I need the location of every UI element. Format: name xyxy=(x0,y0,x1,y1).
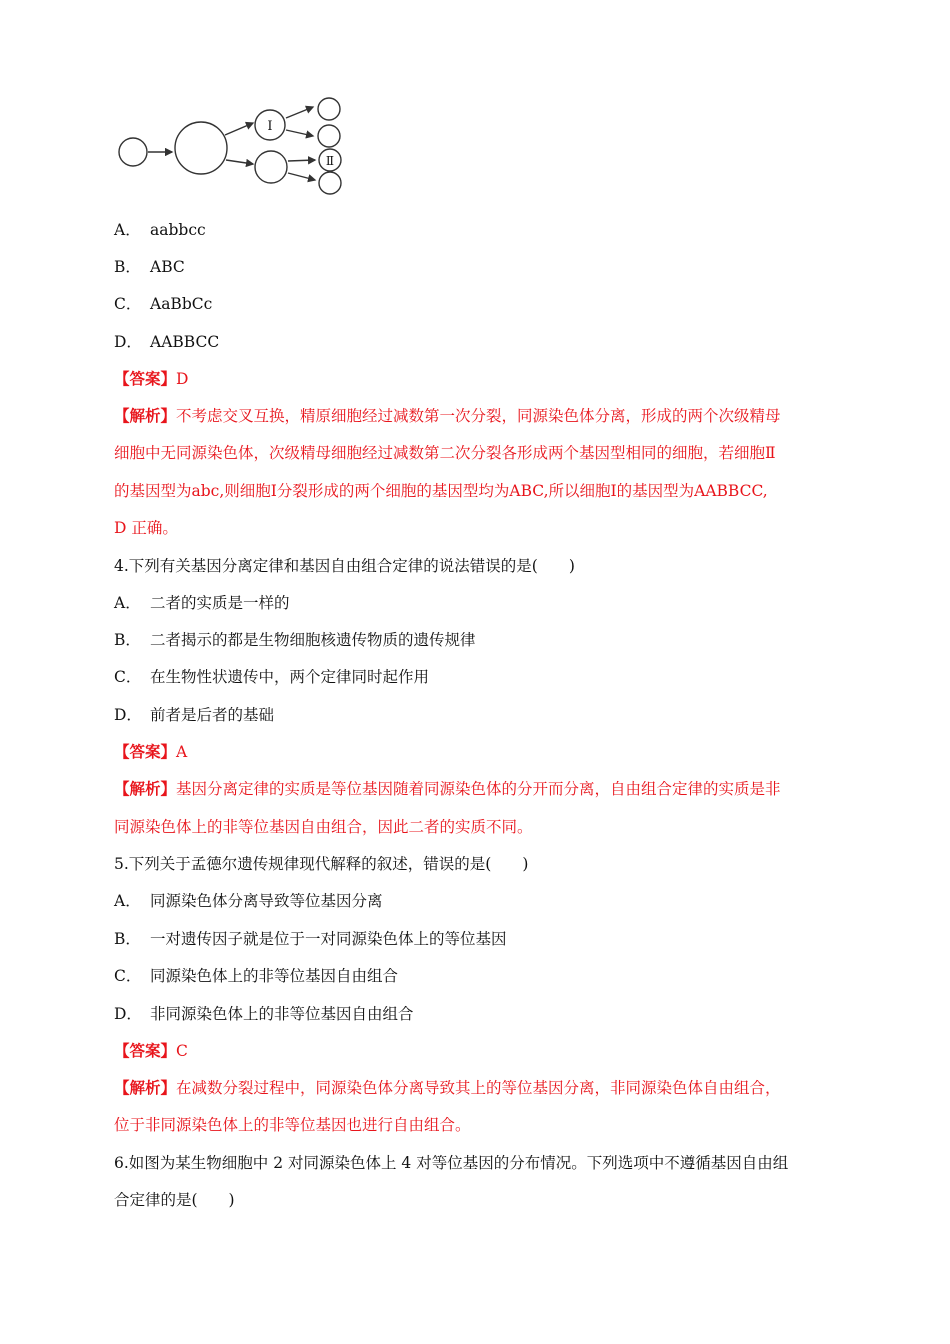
cell-two-label: Ⅱ xyxy=(325,154,335,168)
q5-option-b: B． 一对遗传因子就是位于一对同源染色体上的等位基因 xyxy=(114,930,507,948)
q3-option-d: D． AABBCC xyxy=(114,333,220,351)
spermatogonium-cell xyxy=(119,138,147,166)
q3-answer: 【答案】D xyxy=(114,369,189,388)
q4-stem: 4.下列有关基因分离定律和基因自由组合定律的说法错误的是( ) xyxy=(114,557,575,575)
q4-option-b: B． 二者揭示的都是生物细胞核遗传物质的遗传规律 xyxy=(114,631,476,649)
q4-option-d: D． 前者是后者的基础 xyxy=(114,706,275,724)
q5-analysis-line-2: 位于非同源染色体上的非等位基因也进行自由组合。 xyxy=(114,1116,471,1134)
q4-option-a: A． 二者的实质是一样的 xyxy=(114,594,290,612)
q5-option-d: D． 非同源染色体上的非等位基因自由组合 xyxy=(114,1005,414,1023)
secondary-spermatocyte-cell xyxy=(255,151,287,183)
cell-division-diagram xyxy=(112,94,352,198)
q3-analysis-line-3: 的基因型为abc,则细胞Ⅰ分裂形成的两个细胞的基因型均为ABC,所以细胞Ⅰ的基因型为AABBCC, xyxy=(114,482,768,500)
daughter-cell-2 xyxy=(318,125,340,147)
cell-one-label: Ⅰ xyxy=(267,119,273,134)
q4-option-c: C． 在生物性状遗传中，两个定律同时起作用 xyxy=(114,668,430,686)
q4-analysis-line-1: 【解析】基因分离定律的实质是等位基因随着同源染色体的分开而分离，自由组合定律的实质是非 xyxy=(114,779,781,798)
q3-analysis-line-4: D 正确。 xyxy=(114,519,178,537)
daughter-cell-1 xyxy=(318,98,340,120)
q4-answer: 【答案】A xyxy=(114,742,188,761)
q5-analysis-line-1: 【解析】在减数分裂过程中，同源染色体分离导致其上的等位基因分离，非同源染色体自由组合， xyxy=(114,1078,781,1097)
daughter-cell-4 xyxy=(319,172,341,194)
q5-stem: 5.下列关于孟德尔遗传规律现代解释的叙述，错误的是( ) xyxy=(114,855,529,873)
q5-answer: 【答案】C xyxy=(114,1041,188,1060)
q3-option-c: C． AaBbCc xyxy=(114,295,213,313)
q5-option-a: A． 同源染色体分离导致等位基因分离 xyxy=(114,892,383,910)
q6-stem-line-2: 合定律的是( ) xyxy=(114,1191,235,1209)
q5-option-c: C． 同源染色体上的非等位基因自由组合 xyxy=(114,967,399,985)
q3-analysis-line-1: 【解析】不考虑交叉互换，精原细胞经过减数第一次分裂，同源染色体分离，形成的两个次级精母 xyxy=(114,406,781,425)
primary-spermatocyte-cell xyxy=(175,122,227,174)
q4-analysis-line-2: 同源染色体上的非等位基因自由组合，因此二者的实质不同。 xyxy=(114,818,533,836)
q6-stem-line-1: 6.如图为某生物细胞中 2 对同源染色体上 4 对等位基因的分布情况。下列选项中不遵循基因自由组 xyxy=(114,1154,789,1172)
q3-option-a: A． aabbcc xyxy=(114,221,206,239)
q3-option-b: B． ABC xyxy=(114,258,185,276)
q3-analysis-line-2: 细胞中无同源染色体，次级精母细胞经过减数第二次分裂各形成两个基因型相同的细胞，若细胞Ⅱ xyxy=(114,444,776,462)
